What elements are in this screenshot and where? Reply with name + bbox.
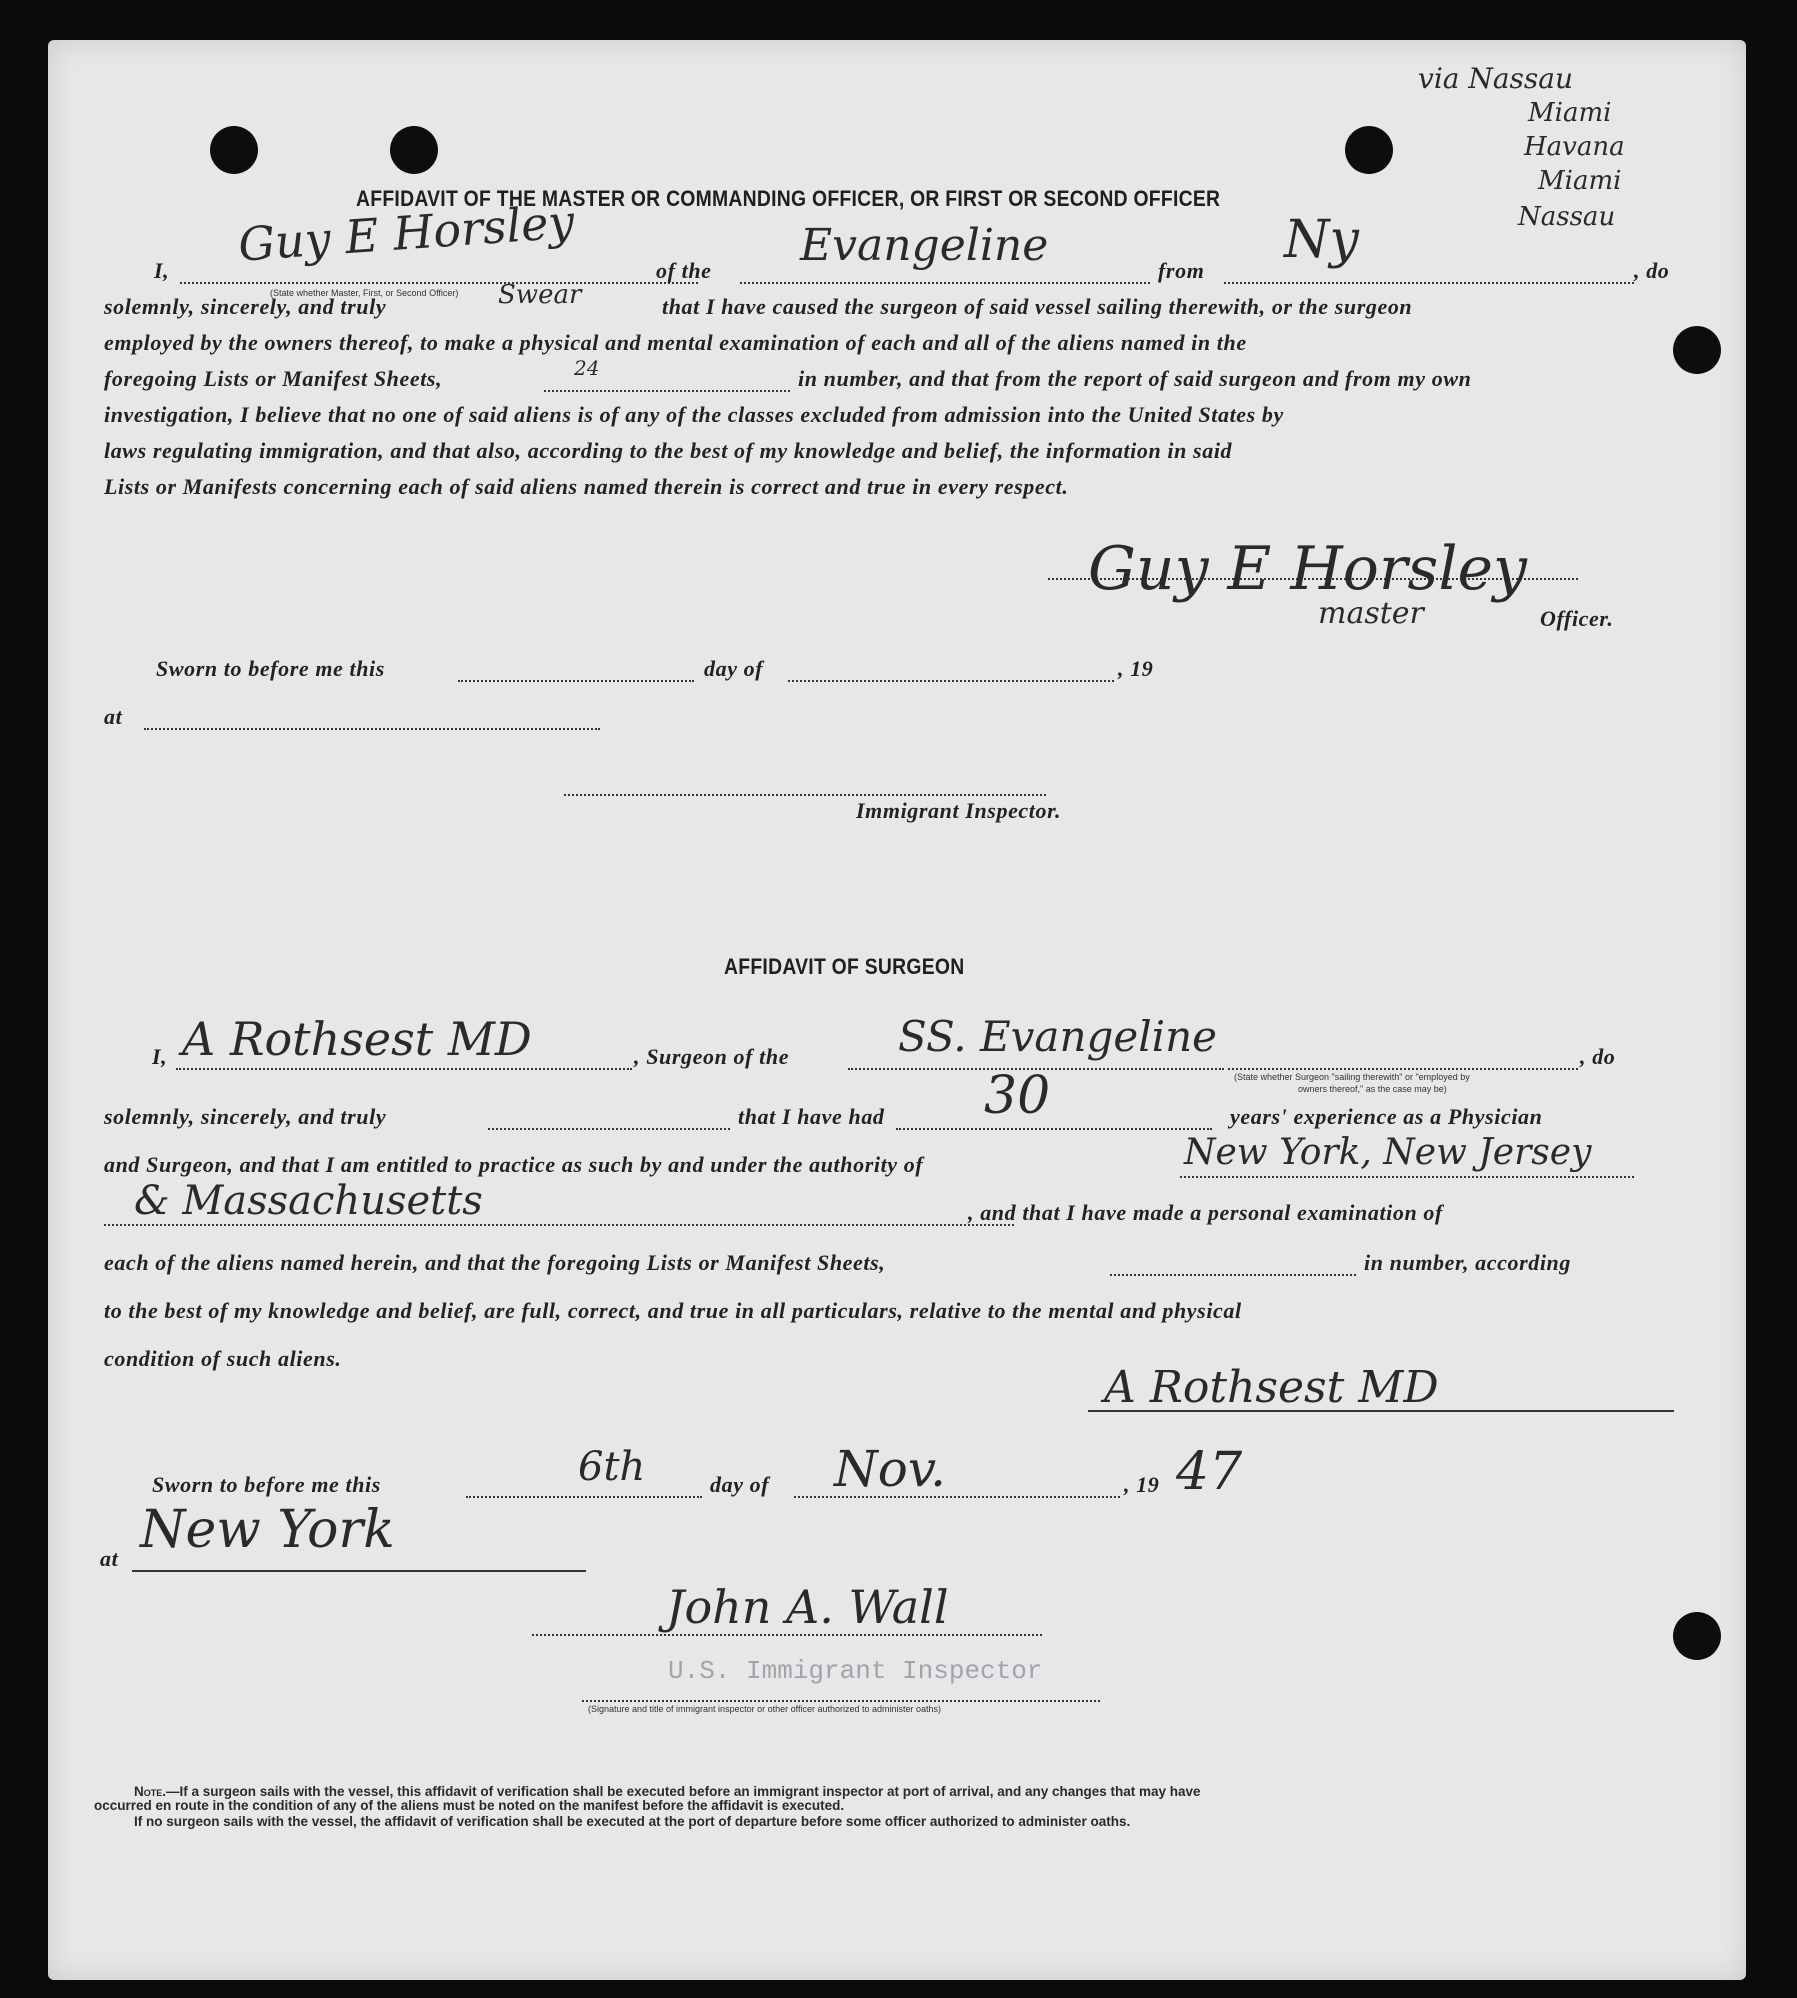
surgeon-status-line [1228, 1068, 1578, 1070]
master-body-3b: in number, and that from the report of said surgeon and from my own [798, 366, 1472, 391]
master-name-hw: Guy E Horsley [236, 194, 576, 272]
footnote-label: Note. [134, 1784, 167, 1799]
punch-hole-2 [390, 126, 438, 174]
master-sworn-prefix: Sworn to before me this [156, 656, 385, 681]
surgeon-line2-mid: that I have had [738, 1104, 885, 1129]
surgeon-sworn-day-line [466, 1496, 702, 1498]
inspector-title-line [582, 1700, 1100, 1702]
surgeon-status-hint-2: owners thereof," as the case may be) [1298, 1084, 1447, 1094]
master-ship-line [740, 282, 1150, 284]
master-from-line [1224, 282, 1634, 284]
master-sworn-day-line [458, 680, 694, 682]
surgeon-ship-hw: SS. Evangeline [898, 1012, 1217, 1061]
corner-note: via Nassau [1418, 62, 1574, 95]
master-inspector-line [564, 794, 1046, 796]
master-sworn-year: , 19 [1118, 656, 1154, 681]
master-signature-hw: Guy E Horsley [1088, 534, 1527, 604]
surgeon-authority-line-2 [104, 1224, 1014, 1226]
surgeon-name-hw: A Rothsest MD [182, 1012, 532, 1066]
punch-hole-1 [210, 126, 258, 174]
master-at-line [144, 728, 600, 730]
master-rank-hw: master [1318, 596, 1424, 631]
inspector-signature-hw: John A. Wall [666, 1580, 949, 1634]
surgeon-sworn-prefix: Sworn to before me this [152, 1472, 381, 1497]
master-body-3a: foregoing Lists or Manifest Sheets, [104, 366, 443, 391]
inspector-stamp: U.S. Immigrant Inspector [668, 1656, 1043, 1686]
surgeon-place-hw: New York [140, 1500, 395, 1560]
surgeon-day-hw: 6th [578, 1444, 646, 1490]
corner-note: Havana [1524, 132, 1625, 162]
master-of-the: of the [656, 258, 712, 283]
surgeon-affidavit-title: AFFIDAVIT OF SURGEON [724, 954, 965, 979]
master-rank-hint: (State whether Master, First, or Second Officer) [270, 288, 459, 298]
footnote-line-3: If no surgeon sails with the vessel, the affidavit of verification shall be executed at the port of departure before some officer authorized to administer oaths. [134, 1814, 1131, 1829]
master-body-5: laws regulating immigration, and that also, according to the best of my knowledge and belief, the information in said [104, 438, 1233, 463]
surgeon-name-line [176, 1068, 632, 1070]
master-body-1b: that I have caused the surgeon of said vessel sailing therewith, or the surgeon [662, 294, 1413, 319]
surgeon-count-line [1110, 1274, 1356, 1276]
punch-hole-3 [1345, 126, 1393, 174]
master-count-line [544, 390, 790, 392]
surgeon-of-the: , Surgeon of the [634, 1044, 790, 1069]
surgeon-i: I, [152, 1044, 168, 1069]
surgeon-at-line [132, 1570, 586, 1572]
surgeon-year-hw: 47 [1176, 1442, 1243, 1502]
master-body-1a: solemnly, sincerely, and truly [104, 294, 387, 319]
master-body-6: Lists or Manifests concerning each of said aliens named therein is correct and true in every respect. [104, 474, 1069, 499]
master-i: I, [154, 258, 170, 283]
surgeon-authority-hw-2: & Massachusetts [134, 1178, 483, 1224]
surgeon-authority-hw-1: New York, New Jersey [1184, 1132, 1592, 1173]
surgeon-sworn-year: , 19 [1124, 1472, 1160, 1497]
punch-hole-5 [1673, 1612, 1721, 1660]
master-name-line [180, 282, 698, 284]
surgeon-line5-suffix: in number, according [1364, 1250, 1571, 1275]
surgeon-line2-suffix: years' experience as a Physician [1230, 1104, 1543, 1129]
surgeon-line2-prefix: solemnly, sincerely, and truly [104, 1104, 387, 1129]
surgeon-status-hint-1: (State whether Surgeon "sailing therewith" or "employed by [1234, 1072, 1470, 1082]
footnote-text-1: —If a surgeon sails with the vessel, this affidavit of verification shall be executed before an immigrant inspector at port of arrival, and any changes that may have [166, 1784, 1201, 1799]
inspector-signature-line [532, 1634, 1042, 1636]
inspector-sig-caption: (Signature and title of immigrant inspector or other officer authorized to administer oaths) [588, 1704, 942, 1714]
master-count-hw: 24 [574, 356, 600, 380]
corner-note: Miami [1528, 98, 1612, 128]
master-body-2: employed by the owners thereof, to make a physical and mental examination of each and all of the aliens named in the [104, 330, 1247, 355]
master-affidavit-title: AFFIDAVIT OF THE MASTER OR COMMANDING OFFICER, OR FIRST OR SECOND OFFICER [356, 186, 1221, 211]
master-sworn-month-line [788, 680, 1114, 682]
punch-hole-4 [1673, 326, 1721, 374]
footnote-line-2: occurred en route in the condition of any of the aliens must be noted on the manifest before the affidavit is executed. [94, 1798, 845, 1813]
master-sworn-dayof: day of [704, 656, 764, 681]
surgeon-years-line [896, 1128, 1212, 1130]
surgeon-do: , do [1580, 1044, 1616, 1069]
master-at: at [104, 704, 123, 729]
master-ship-hw: Evangeline [800, 220, 1049, 271]
master-from: from [1158, 258, 1205, 283]
master-swear-hw: Swear [498, 280, 582, 310]
master-from-hw: Ny [1284, 210, 1359, 270]
affidavit-page [48, 40, 1746, 1980]
corner-note: Nassau [1518, 202, 1616, 232]
surgeon-signature-hw: A Rothsest MD [1104, 1362, 1439, 1413]
master-inspector-label: Immigrant Inspector. [856, 798, 1062, 823]
surgeon-line3: and Surgeon, and that I am entitled to practice as such by and under the authority of [104, 1152, 924, 1177]
surgeon-line4: , and that I have made a personal examination of [968, 1200, 1443, 1225]
corner-note: Miami [1538, 166, 1622, 196]
master-body-4: investigation, I believe that no one of said aliens is of any of the classes excluded from admission into the United States by [104, 402, 1284, 427]
surgeon-line5-prefix: each of the aliens named herein, and that the foregoing Lists or Manifest Sheets, [104, 1250, 886, 1275]
surgeon-at: at [100, 1546, 119, 1571]
surgeon-authority-line-1 [1180, 1176, 1634, 1178]
surgeon-line2-blank [488, 1128, 730, 1130]
surgeon-month-hw: Nov. [834, 1440, 947, 1498]
footnote-line-1 [134, 1784, 1201, 1799]
surgeon-line6: to the best of my knowledge and belief, are full, correct, and true in all particulars, relative to the mental and physical [104, 1298, 1242, 1323]
surgeon-years-hw: 30 [984, 1066, 1051, 1126]
master-do: , do [1634, 258, 1670, 283]
surgeon-line7: condition of such aliens. [104, 1346, 342, 1371]
officer-label: Officer. [1540, 606, 1614, 631]
surgeon-sworn-dayof: day of [710, 1472, 770, 1497]
